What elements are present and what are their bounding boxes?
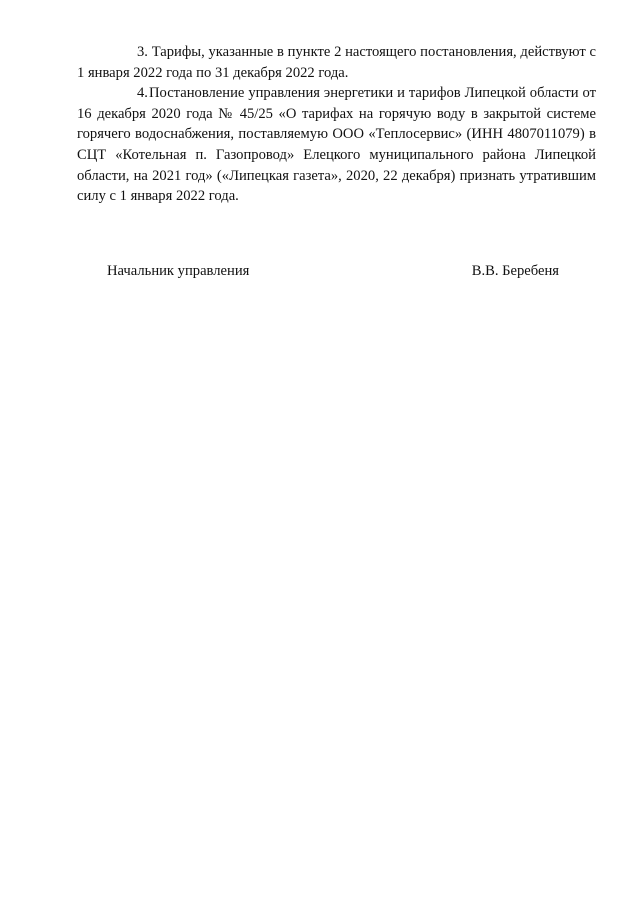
signature-block: [107, 261, 559, 281]
signatory-position: Начальник управления: [107, 263, 250, 279]
document-body: [77, 42, 596, 207]
paragraph-text: Тарифы, указанные в пункте 2 настоящего постановления, действуют с 1 января 2022 года по 31 декабря 2022 года.: [77, 44, 596, 81]
paragraph-number: 4.: [137, 85, 148, 102]
paragraph-text: Постановление управления энергетики и тарифов Липецкой области от 16 декабря 2020 года № 45/25 «О тарифах на горячую воду в закрытой системе горячего водоснабжения, поставляемую ООО «Теплосервис» (ИНН 4807011079) в СЦТ «Котельная п. Газопровод» Елецкого муниципального района Липецкой области, на 2021 год» («Липецкая газета», 2020, 22 декабря) признать утратившим силу с 1 января 2022 года.: [77, 85, 596, 205]
paragraph-3: [77, 42, 596, 83]
paragraph-4: [77, 83, 596, 207]
paragraph-number: 3.: [137, 44, 148, 60]
signatory-name: В.В. Беребеня: [471, 263, 559, 279]
